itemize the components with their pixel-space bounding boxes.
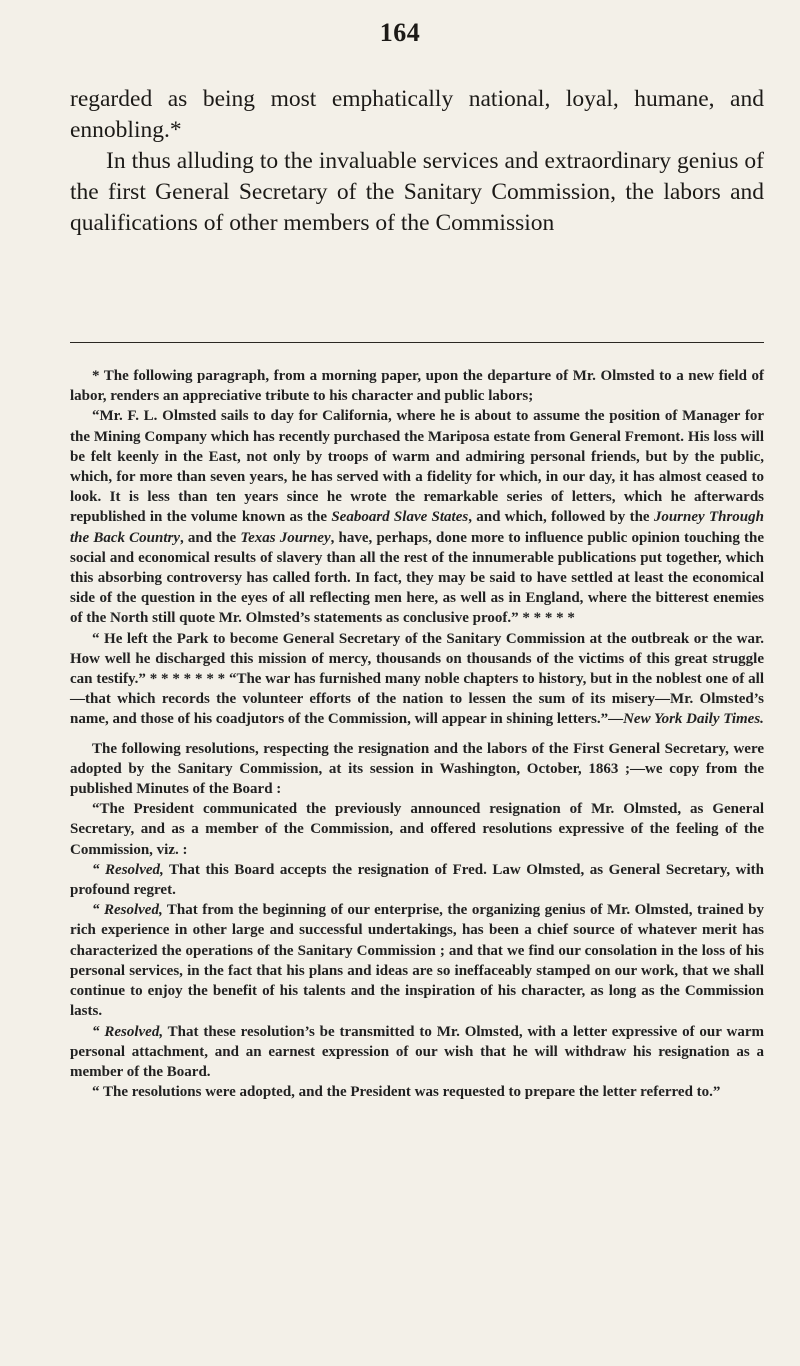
book-title: Seaboard Slave States [331,509,469,526]
resolved-label: “ Resolved, [92,902,163,919]
quote-source: New York Daily Times. [623,711,764,728]
main-paragraph-1: regarded as being most emphatically national, loyal, humane, and ennobling.* [70,86,764,143]
quote-text: , and the [179,529,241,546]
quote-text: , and which, followed by the [468,509,654,526]
footnote-quote-park [70,629,764,730]
resolutions-intro: The following resolutions, respecting the resignation and the labors of the First General Secretary, were adopted by the Sanitary Commission, at its session in Washington, October, 1863 ;—we copy from the published Minutes of the Board : [70,740,764,798]
footnote-divider [70,342,764,343]
resolution-text: That this Board accepts the resignation of Fred. Law Olmsted, as General Secretary, with profound regret. [70,861,764,899]
resolution-text: That from the beginning of our enterprise, the organizing genius of Mr. Olmsted, trained by rich experience in other large and successful undertakings, has been a chief source of whatever merit has characterized the operations of the Sanitary Commission ; and that we find our consolation in the loss of his personal services, in the fact that his plans and ideas are so ineffaceably stamped on our work, that we shall continue to enjoy the benefit of his talents and the inspiration of his character, as long as the Commission lasts. [70,902,765,1020]
quote-text: “ He left the Park to become General Secretary of the Sanitary Commission at the outbreak or the war. How well he discharged this mission of mercy, thousands on thousands of the victims of this great struggle can testify.” * * * * * * * “The war has furnished many noble chapters to history, but in the noblest one of all—that which records the volunteer efforts of the nation to lessen the sum of its misery—Mr. Olmsted’s name, and those of his coadjutors of the Commission, will appear in shining letters.”— [70,630,764,728]
quote-text: “Mr. F. L. Olmsted sails to day for California, where he is about to assume the position of Manager for the Mining Company which has recently purchased the Mariposa estate from General Fremont. His loss will be felt keenly in the East, not only by troops of warm and admiring personal friends, but by the public, which, for more than seven years, he has served with a fidelity for which, in our day, it has almost ceased to look. It is less than ten years since he wrote the remarkable series of letters, which he afterwards republished in the volume known as the [70,408,764,526]
page-number: 164 [379,18,421,47]
resolution-1 [70,860,764,900]
president-communication: “The President communicated the previously announced resignation of Mr. Olmsted, as General Secretary, and as a member of the Commission, and offered resolutions expressive of the feeling of the Commission, viz. : [70,801,764,858]
resolution-text: That these resolution’s be transmitted to Mr. Olmsted, with a letter expressive of our warm personal attachment, and an earnest expression of our wish that he will withdraw his resignation as a member of the Board. [70,1023,764,1080]
resolved-label: “ Resolved, [92,861,164,878]
quote-text: , have, perhaps, done more to influence public opinion touching the social and economical results of slavery than all the rest of the innumerable publications put together, which this absorbing controversy has called forth. In fact, they may be said to have settled at least the economical side of the question in the eyes of all reflecting men here, as well as in England, where the bitterest enemies of the North still quote Mr. Olmsted’s statements as conclusive proof.” * * * * * [70,529,764,627]
footnote [70,366,764,1102]
footnote-intro: * The following paragraph, from a morning paper, upon the departure of Mr. Olmsted to a new field of labor, renders an appreciative tribute to his character and public labors; [70,368,764,405]
resolution-3 [70,1022,764,1083]
book-title: Texas Journey [240,529,331,546]
resolution-2 [70,900,764,1021]
resolved-label: “ Resolved, [92,1023,164,1040]
footnote-quote-olmsted-departure [70,406,764,628]
main-text [70,84,764,239]
main-paragraph-2: In thus alluding to the invaluable services and extraordinary genius of the first General Secretary of the Sanitary Commission, the labors and qualifications of other members of the Commission [70,148,764,236]
closing-note: “ The resolutions were adopted, and the President was requested to prepare the letter referred to.” [92,1084,721,1101]
book-title: Journey Through the Back Country [70,509,764,546]
